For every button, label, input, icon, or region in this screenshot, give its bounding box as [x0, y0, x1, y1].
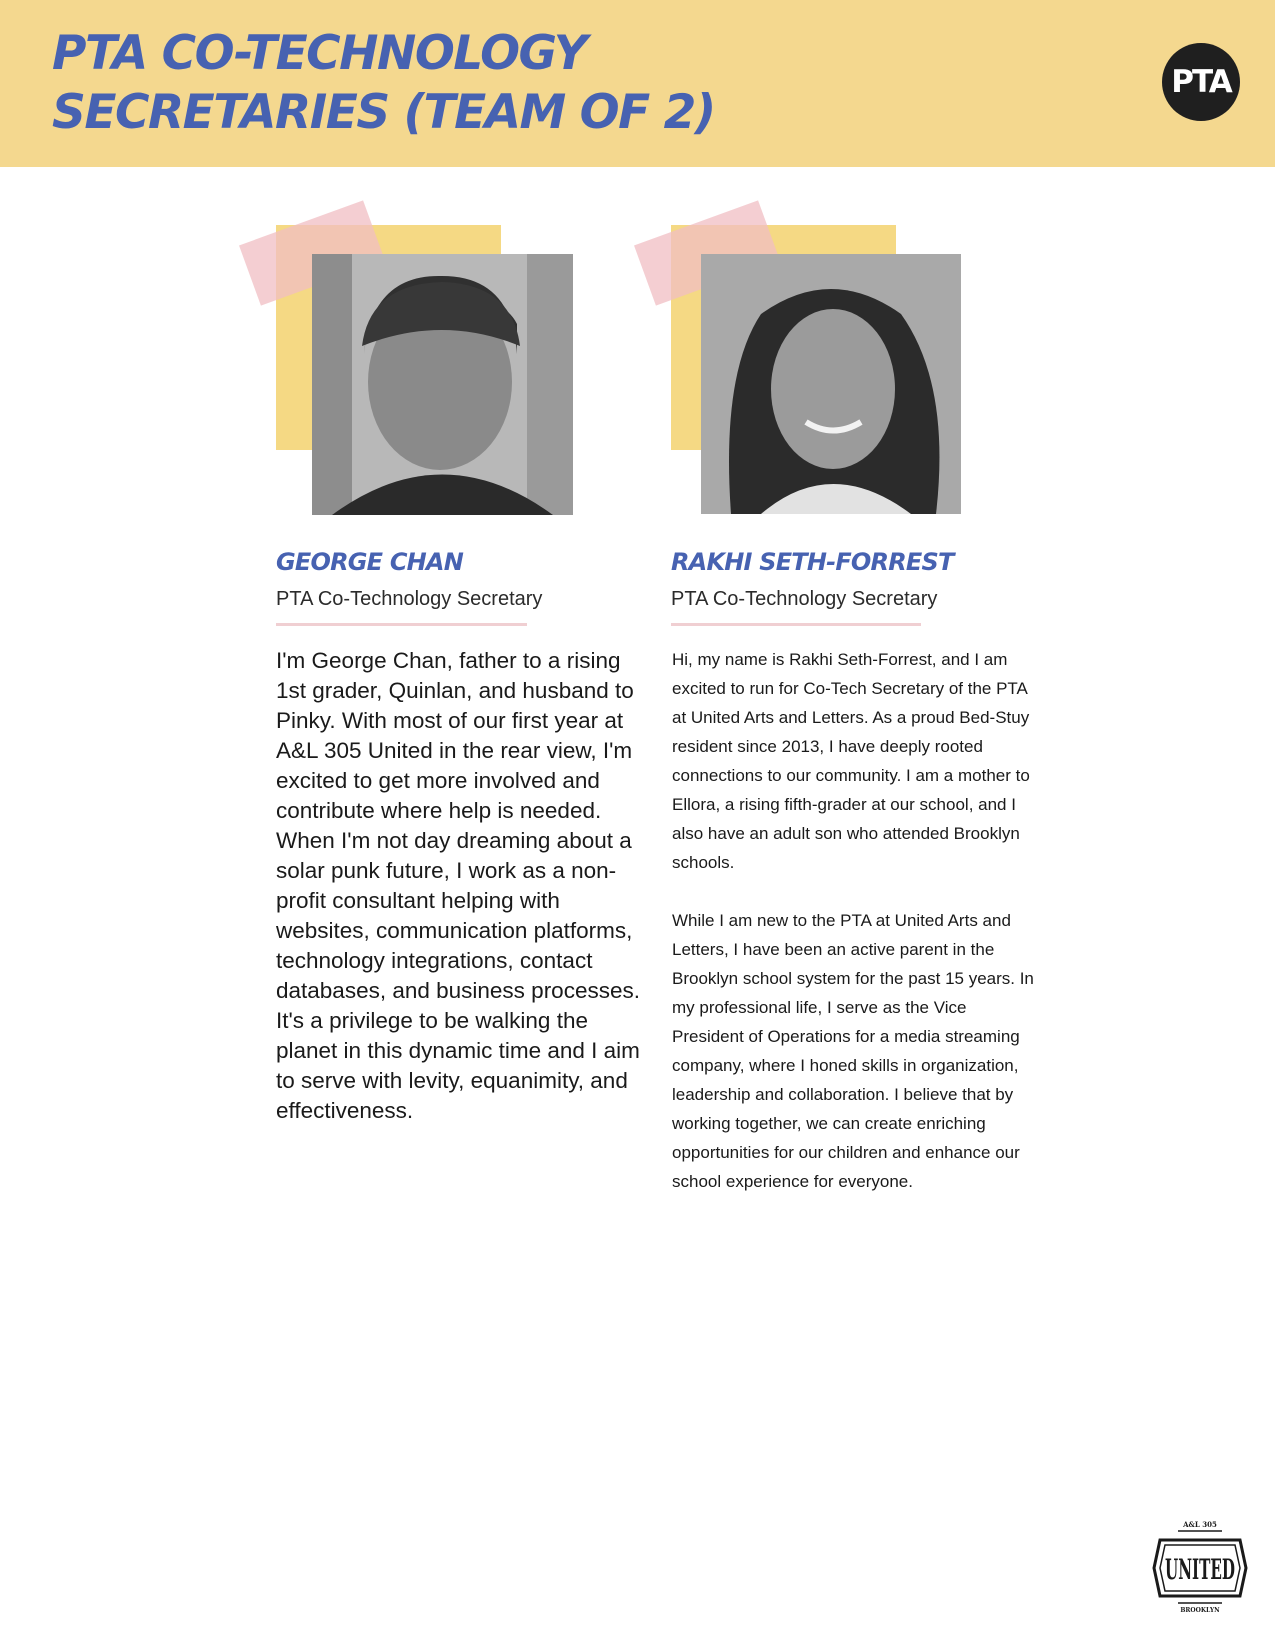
page-title-line-2: SECRETARIES (TEAM OF 2) [52, 85, 715, 140]
header-banner [0, 0, 1275, 167]
united-school-logo [1150, 1518, 1250, 1618]
candidate-photo-rakhi-seth-forrest [701, 254, 961, 514]
candidate-name-rakhi-seth-forrest: RAKHI SETH-FORREST [671, 548, 954, 576]
candidate-bio-george-chan: I'm George Chan, father to a rising 1st grader, Quinlan, and husband to Pinky. With most of our first year at A&L 305 United in the rear view, I'm excited to get more involved and contribute where help is needed. When I'm not day dreaming about a solar punk future, I work as a non-profit consultant helping with websites, communication platforms, technology integrations, contact databases, and business processes. It's a privilege to be walking the planet in this dynamic time and I aim to serve with levity, equanimity, and effectiveness. [276, 648, 640, 1123]
candidate-name-george-chan: GEORGE CHAN [276, 548, 463, 576]
logo-bottom-text: BROOKLYN [1180, 1607, 1220, 1614]
candidate-bio-rakhi-seth-forrest [672, 645, 1037, 1196]
page-title-line-1: PTA CO-TECHNOLOGY [52, 26, 587, 81]
role-underline-2 [671, 623, 921, 626]
pta-logo [1162, 43, 1240, 121]
candidate-photo-george-chan [312, 254, 573, 515]
portrait-placeholder-icon [701, 254, 961, 514]
bio-paragraph-2: While I am new to the PTA at United Arts and Letters, I have been an active parent in the Brooklyn school system for the past 15 years. In my professional life, I serve as the Vice President of Operations for a media streaming company, where I honed skills in organization, leadership and collaboration. I believe that by working together, we can create enriching opportunities for our children and enhance our school experience for everyone. [672, 911, 1034, 1191]
logo-top-text: A&L 305 [1183, 1520, 1217, 1529]
candidate-role-rakhi-seth-forrest: PTA Co-Technology Secretary [671, 588, 938, 610]
page-title [52, 24, 715, 142]
pta-logo-text: PTA [1171, 64, 1231, 100]
bio-paragraph-1: Hi, my name is Rakhi Seth-Forrest, and I am excited to run for Co-Tech Secretary of the PTA at United Arts and Letters. As a proud Bed-Stuy resident since 2013, I have deeply rooted connections to our community. I am a mother to Ellora, a rising fifth-grader at our school, and I also have an adult son who attended Brooklyn schools. [672, 650, 1030, 872]
role-underline-1 [276, 623, 527, 626]
logo-main-text: UNITED [1165, 1553, 1235, 1586]
candidate-role-george-chan: PTA Co-Technology Secretary [276, 588, 543, 610]
portrait-placeholder-icon [312, 254, 573, 515]
